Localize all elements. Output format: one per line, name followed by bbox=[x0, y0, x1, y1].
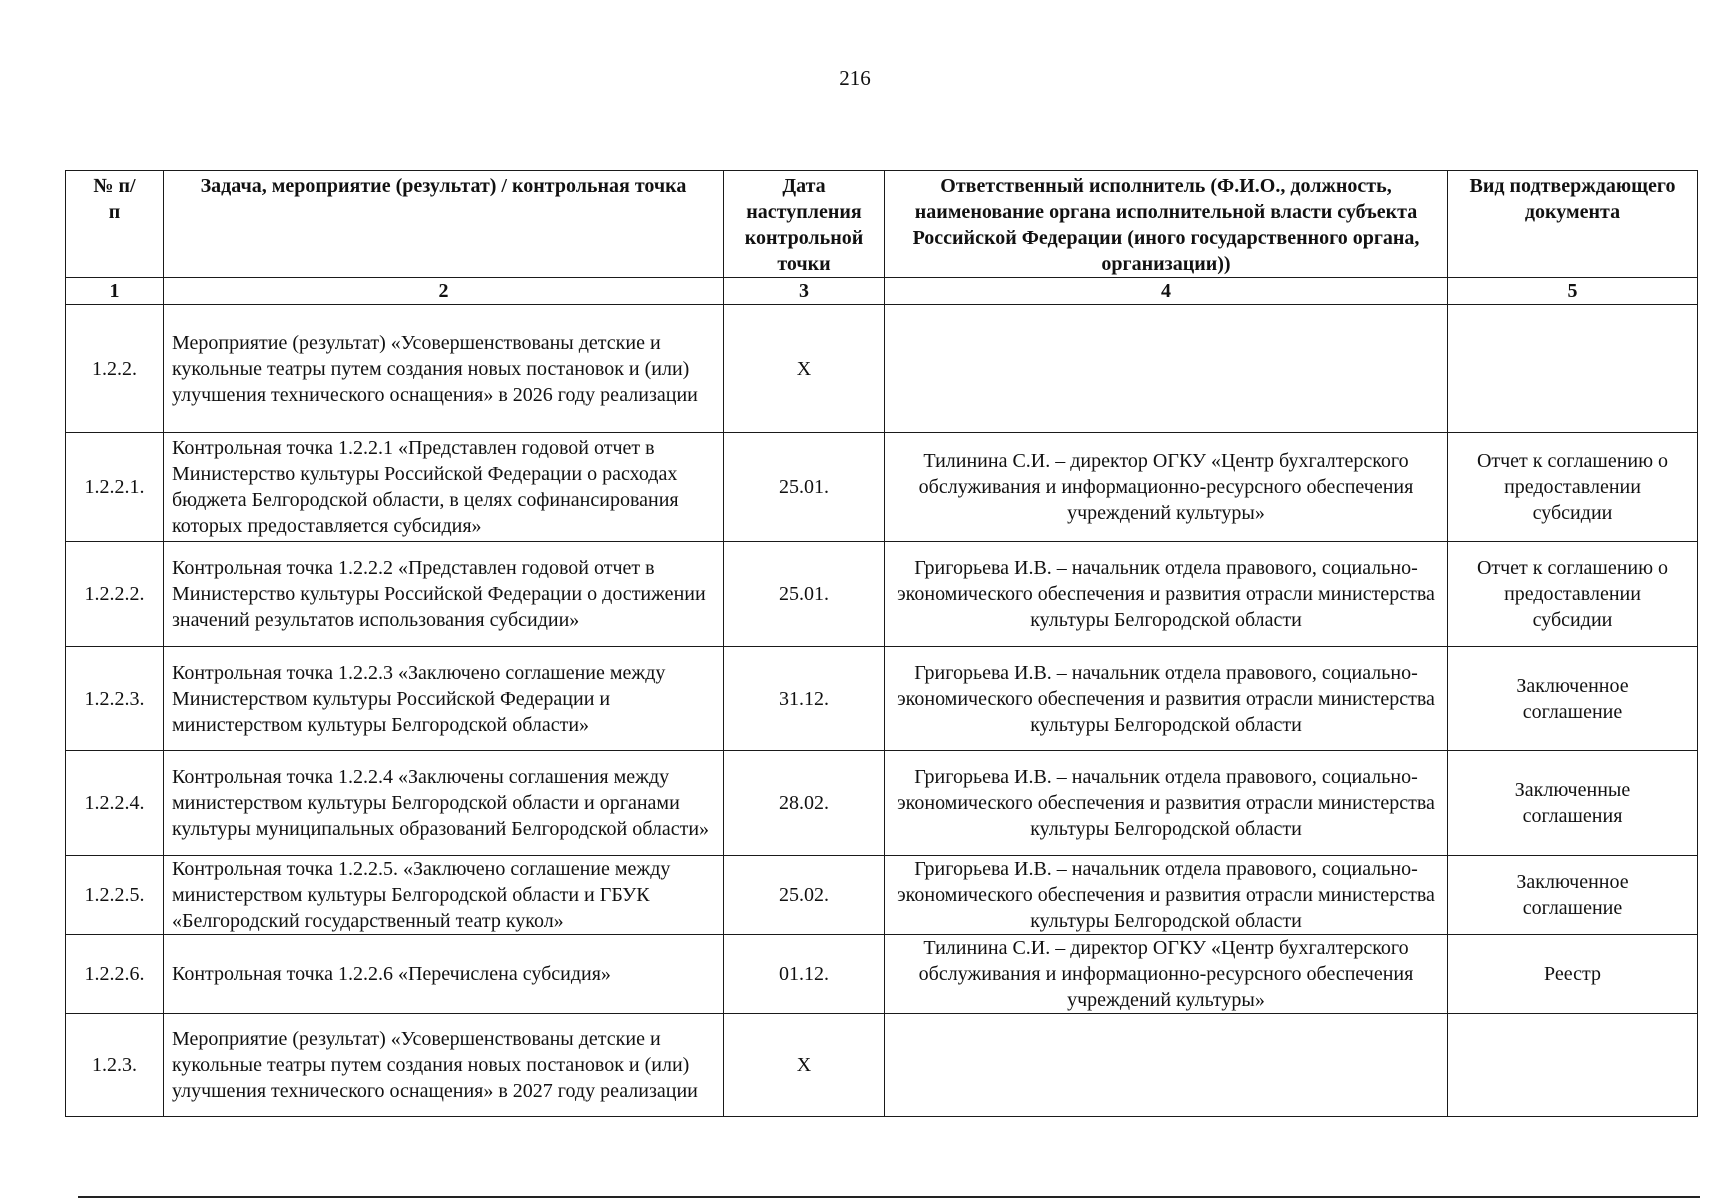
table-row bbox=[66, 647, 1698, 751]
row-task: Контрольная точка 1.2.2.1 «Представлен годовой отчет в Министерство культуры Российской Федерации о расходах бюджета Белгородской области, в целях софинансирования которых предоставляется субсидия» bbox=[164, 433, 724, 542]
row-executor: Тилинина С.И. – директор ОГКУ «Центр бухгалтерского обслуживания и информационно-ресурсного обеспечения учреждений культуры» bbox=[885, 935, 1448, 1014]
header-date: Дата наступления контрольной точки bbox=[724, 171, 885, 278]
column-number: 2 bbox=[164, 278, 724, 305]
row-number: 1.2.2.3. bbox=[66, 647, 164, 751]
row-date: 25.02. bbox=[724, 856, 885, 935]
header-document: Вид подтверждающего документа bbox=[1448, 171, 1698, 278]
row-task: Контрольная точка 1.2.2.5. «Заключено соглашение между министерством культуры Белгородской области и ГБУК «Белгородский государственный театр кукол» bbox=[164, 856, 724, 935]
row-document: Заключенные соглашения bbox=[1448, 751, 1698, 856]
row-number: 1.2.2.5. bbox=[66, 856, 164, 935]
row-task: Контрольная точка 1.2.2.6 «Перечислена субсидия» bbox=[164, 935, 724, 1014]
row-task: Мероприятие (результат) «Усовершенствованы детские и кукольные театры путем создания новых постановок и (или) улучшения технического оснащения» в 2026 году реализации bbox=[164, 305, 724, 433]
column-number: 1 bbox=[66, 278, 164, 305]
column-number-row bbox=[66, 278, 1698, 305]
row-date: 25.01. bbox=[724, 433, 885, 542]
page-number: 216 bbox=[839, 66, 871, 90]
row-document: Реестр bbox=[1448, 935, 1698, 1014]
row-task: Контрольная точка 1.2.2.3 «Заключено соглашение между Министерством культуры Российской Федерации и министерством культуры Белгородской области» bbox=[164, 647, 724, 751]
header-row bbox=[66, 171, 1698, 278]
row-number: 1.2.2.4. bbox=[66, 751, 164, 856]
row-date: 01.12. bbox=[724, 935, 885, 1014]
table-row bbox=[66, 433, 1698, 542]
row-document: Отчет к соглашению о предоставлении субсидии bbox=[1448, 433, 1698, 542]
row-date: Х bbox=[724, 305, 885, 433]
row-document bbox=[1448, 1014, 1698, 1117]
row-task: Мероприятие (результат) «Усовершенствованы детские и кукольные театры путем создания новых постановок и (или) улучшения технического оснащения» в 2027 году реализации bbox=[164, 1014, 724, 1117]
column-number: 3 bbox=[724, 278, 885, 305]
row-date: Х bbox=[724, 1014, 885, 1117]
row-document: Заключенное соглашение bbox=[1448, 856, 1698, 935]
row-executor: Григорьева И.В. – начальник отдела правового, социально-экономического обеспечения и развития отрасли министерства культуры Белгородской области bbox=[885, 542, 1448, 647]
row-number: 1.2.2.1. bbox=[66, 433, 164, 542]
header-executor: Ответственный исполнитель (Ф.И.О., должность, наименование органа исполнительной власти субъекта Российской Федерации (иного государственного органа, организации)) bbox=[885, 171, 1448, 278]
header-task: Задача, мероприятие (результат) / контрольная точка bbox=[164, 171, 724, 278]
row-date: 31.12. bbox=[724, 647, 885, 751]
row-executor bbox=[885, 305, 1448, 433]
bottom-divider bbox=[78, 1196, 1700, 1198]
table-row bbox=[66, 751, 1698, 856]
row-date: 25.01. bbox=[724, 542, 885, 647]
row-number: 1.2.2.2. bbox=[66, 542, 164, 647]
row-date: 28.02. bbox=[724, 751, 885, 856]
table-row bbox=[66, 1014, 1698, 1117]
row-executor bbox=[885, 1014, 1448, 1117]
row-number: 1.2.2.6. bbox=[66, 935, 164, 1014]
row-executor: Григорьева И.В. – начальник отдела правового, социально-экономического обеспечения и развития отрасли министерства культуры Белгородской области bbox=[885, 647, 1448, 751]
row-document: Заключенное соглашение bbox=[1448, 647, 1698, 751]
row-executor: Григорьева И.В. – начальник отдела правового, социально-экономического обеспечения и развития отрасли министерства культуры Белгородской области bbox=[885, 751, 1448, 856]
column-number: 5 bbox=[1448, 278, 1698, 305]
column-number: 4 bbox=[885, 278, 1448, 305]
row-number: 1.2.3. bbox=[66, 1014, 164, 1117]
row-executor: Тилинина С.И. – директор ОГКУ «Центр бухгалтерского обслуживания и информационно-ресурсного обеспечения учреждений культуры» bbox=[885, 433, 1448, 542]
table-row bbox=[66, 935, 1698, 1014]
control-points-table bbox=[65, 170, 1698, 1117]
row-task: Контрольная точка 1.2.2.2 «Представлен годовой отчет в Министерство культуры Российской Федерации о достижении значений результатов использования субсидии» bbox=[164, 542, 724, 647]
table-row bbox=[66, 305, 1698, 433]
header-num: № п/п bbox=[66, 171, 164, 278]
row-number: 1.2.2. bbox=[66, 305, 164, 433]
table-row bbox=[66, 542, 1698, 647]
row-task: Контрольная точка 1.2.2.4 «Заключены соглашения между министерством культуры Белгородской области и органами культуры муниципальных образований Белгородской области» bbox=[164, 751, 724, 856]
row-executor: Григорьева И.В. – начальник отдела правового, социально-экономического обеспечения и развития отрасли министерства культуры Белгородской области bbox=[885, 856, 1448, 935]
table-row bbox=[66, 856, 1698, 935]
row-document bbox=[1448, 305, 1698, 433]
row-document: Отчет к соглашению о предоставлении субсидии bbox=[1448, 542, 1698, 647]
